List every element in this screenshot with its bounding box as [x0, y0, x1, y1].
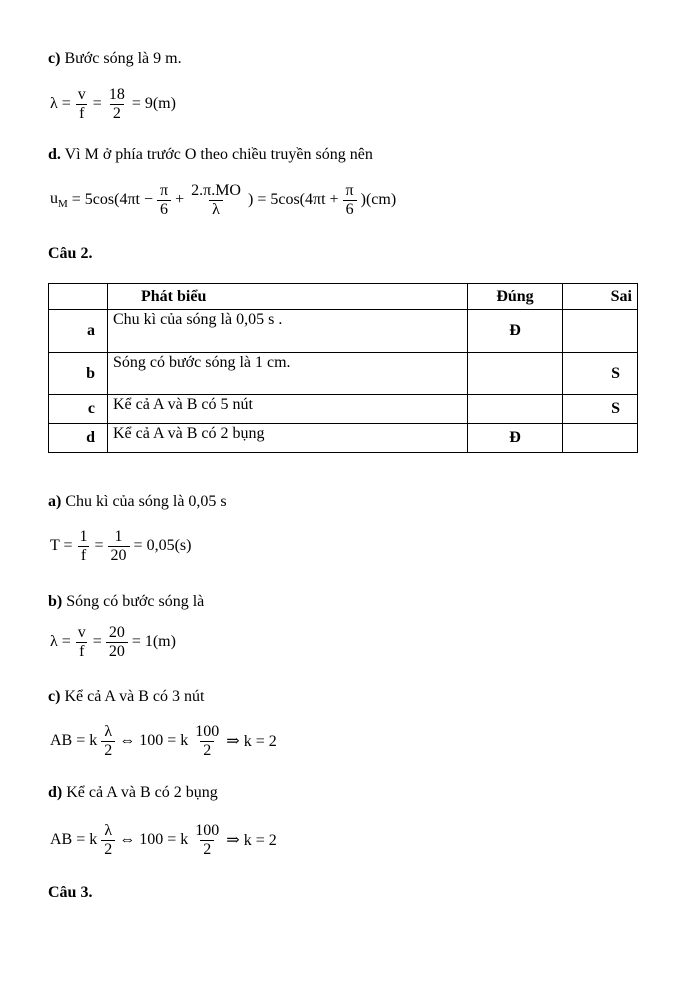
fraction: [75, 624, 89, 661]
denominator: 20: [106, 642, 128, 661]
fraction: [101, 822, 115, 859]
numerator: 18: [108, 86, 125, 103]
formula-segment: +: [175, 191, 185, 209]
formula-segment: = 5cos(4πt −: [71, 191, 154, 209]
item-text: Sóng có bước sóng là: [62, 593, 205, 610]
formula-wavelength-2: [50, 624, 176, 661]
formula-segment: =: [92, 95, 102, 113]
denominator: f: [76, 642, 87, 661]
formula-segment: =: [94, 537, 104, 555]
fraction: [157, 182, 171, 219]
row-letter: b: [49, 353, 108, 395]
formula-segment: ⇒ k = 2: [226, 733, 277, 751]
statement-cell: Kể cả A và B có 5 nút: [108, 395, 468, 424]
fraction: [188, 182, 244, 219]
formula-segment: AB = k: [50, 732, 98, 750]
denominator: f: [78, 546, 89, 565]
fraction: [108, 528, 130, 565]
statement-cell: Chu kì của sóng là 0,05 s .: [108, 310, 468, 353]
numerator: 2.π.MO: [191, 182, 241, 199]
formula-segment: = 0,05(s): [133, 537, 192, 555]
statement-cell: Kể cả A và B có 2 bụng: [108, 424, 468, 453]
formula-wave-equation: [50, 182, 396, 219]
true-cell: Đ: [468, 310, 563, 353]
item-text: Kể cả A và B có 3 nút: [60, 688, 205, 705]
item-label: b): [48, 593, 63, 610]
false-cell: S: [563, 395, 638, 424]
numerator: π: [345, 182, 354, 199]
fraction: [101, 723, 115, 760]
table-header-row: [49, 284, 638, 310]
denominator: 6: [343, 200, 357, 219]
item-text: Chu kì của sóng là 0,05 s: [61, 493, 227, 510]
fraction: [343, 182, 357, 219]
numerator: v: [77, 86, 86, 103]
numerator: v: [77, 624, 86, 641]
fraction: [192, 723, 222, 760]
formula-antinodes: [50, 822, 277, 859]
row-letter: a: [49, 310, 108, 353]
numerator: 1: [79, 528, 88, 545]
variable-subscript: M: [58, 198, 68, 211]
numerator: 20: [108, 624, 125, 641]
denominator: 2: [200, 840, 214, 859]
true-cell: Đ: [468, 424, 563, 453]
row-letter: c: [49, 395, 108, 424]
denominator: 2: [110, 104, 124, 123]
formula-nodes: [50, 723, 277, 760]
formula-segment: λ =: [50, 633, 71, 651]
formula-segment: ⇔ 100 = k: [119, 732, 189, 750]
fraction: [192, 822, 222, 859]
item-label: d.: [48, 146, 61, 163]
numerator: 1: [114, 528, 123, 545]
item-label: c): [48, 50, 61, 67]
solution-line-d2: [48, 784, 218, 802]
false-cell: S: [563, 353, 638, 395]
formula-segment: AB = k: [50, 831, 98, 849]
false-cell: [563, 424, 638, 453]
table-row-a: [49, 310, 638, 353]
true-false-table: [48, 283, 638, 453]
question-heading-cau2: Câu 2.: [48, 245, 93, 262]
header-blank-cell: [49, 284, 108, 310]
solution-line-c1: [48, 50, 182, 68]
solution-line-a: [48, 493, 227, 511]
true-cell: [468, 353, 563, 395]
denominator: 2: [101, 840, 115, 859]
formula-segment: ⇒ k = 2: [226, 832, 277, 850]
formula-period: [50, 528, 191, 565]
question-heading-cau3: Câu 3.: [48, 884, 93, 901]
item-label: d): [48, 784, 63, 801]
formula-segment: ⇔ 100 = k: [119, 831, 189, 849]
fraction: [75, 86, 89, 123]
solution-line-c2: [48, 688, 204, 706]
numerator: 100: [195, 822, 220, 839]
header-true: Đúng: [468, 284, 563, 310]
denominator: 6: [157, 200, 171, 219]
numerator: λ: [104, 822, 113, 839]
formula-segment: T =: [50, 537, 73, 555]
fraction: [77, 528, 91, 565]
solution-line-d1: [48, 146, 373, 164]
fraction: [106, 86, 128, 123]
formula-segment: = 9(m): [131, 95, 176, 113]
denominator: 2: [200, 741, 214, 760]
true-cell: [468, 395, 563, 424]
formula-segment: [50, 190, 68, 210]
row-letter: d: [49, 424, 108, 453]
table-row-c: [49, 395, 638, 424]
denominator: 20: [108, 546, 130, 565]
formula-segment: λ =: [50, 95, 71, 113]
formula-wavelength-1: [50, 86, 176, 123]
variable-base: u: [50, 190, 58, 208]
numerator: π: [160, 182, 169, 199]
item-text: Bước sóng là 9 m.: [60, 50, 182, 67]
numerator: 100: [195, 723, 220, 740]
item-text: Vì M ở phía trước O theo chiều truyền sóng nên: [60, 146, 373, 163]
formula-segment: ) = 5cos(4πt +: [247, 191, 339, 209]
fraction: [106, 624, 128, 661]
denominator: λ: [209, 200, 223, 219]
solution-line-b: [48, 593, 204, 611]
formula-segment: =: [92, 633, 102, 651]
table-row-b: [49, 353, 638, 395]
denominator: f: [76, 104, 87, 123]
header-statement: Phát biểu: [108, 284, 468, 310]
formula-segment: = 1(m): [131, 633, 176, 651]
statement-cell: Sóng có bước sóng là 1 cm.: [108, 353, 468, 395]
false-cell: [563, 310, 638, 353]
numerator: λ: [104, 723, 113, 740]
header-false: Sai: [563, 284, 638, 310]
item-label: a): [48, 493, 62, 510]
denominator: 2: [101, 741, 115, 760]
item-text: Kể cả A và B có 2 bụng: [62, 784, 218, 801]
item-label: c): [48, 688, 61, 705]
formula-segment: )(cm): [360, 191, 397, 209]
table-row-d: [49, 424, 638, 453]
